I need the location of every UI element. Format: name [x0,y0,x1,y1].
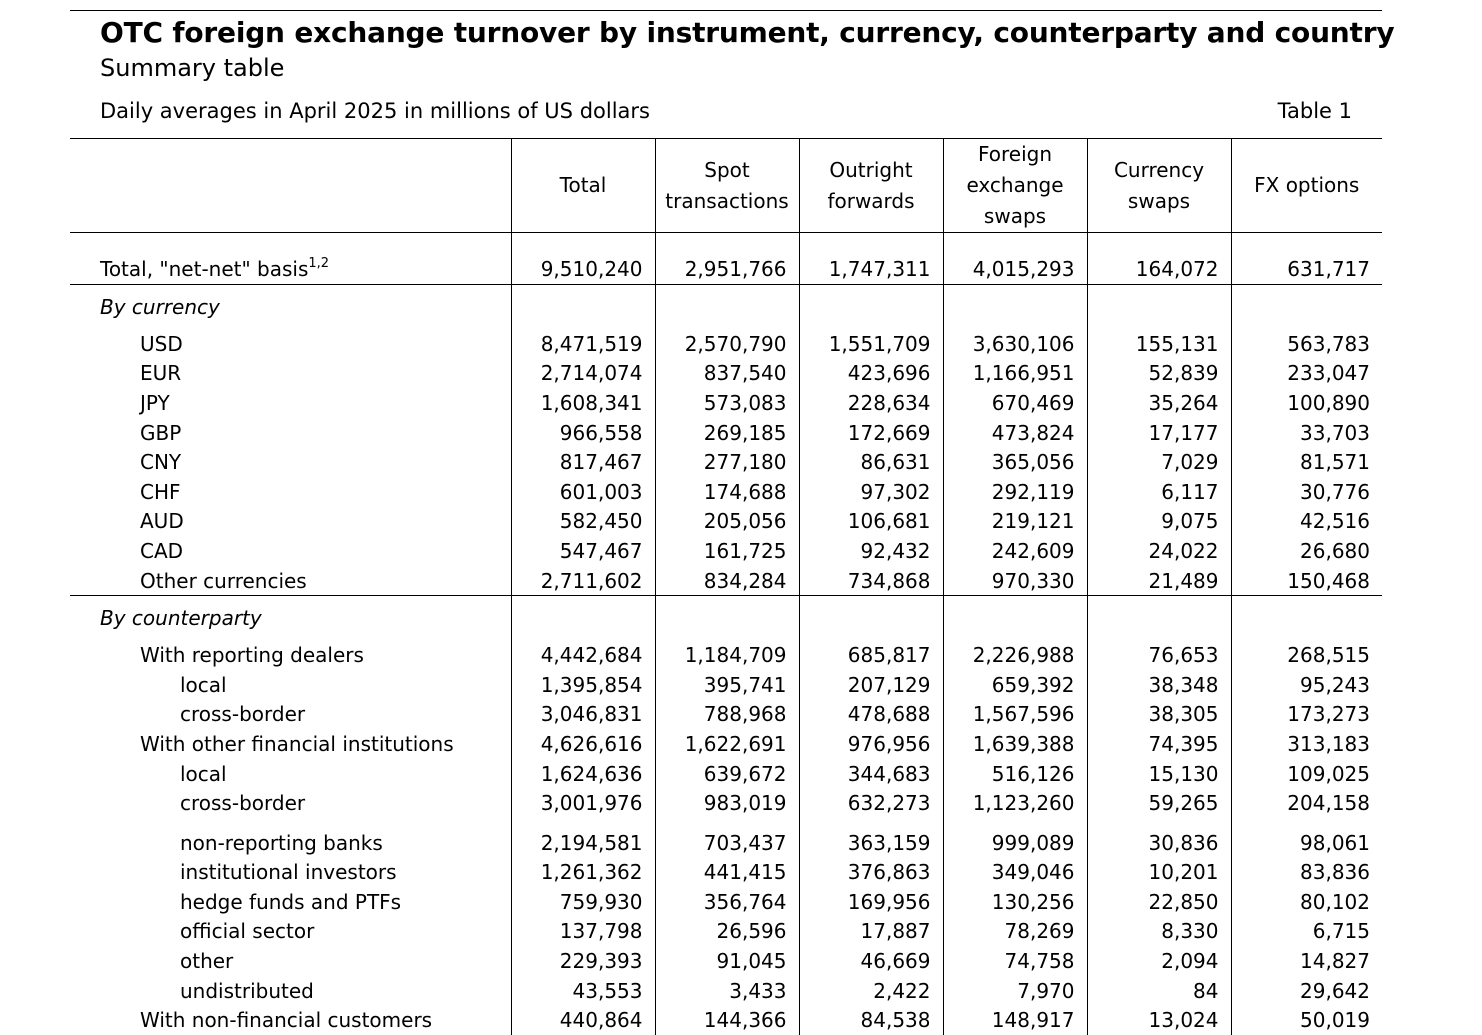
cell-value: 81,571 [1231,447,1382,477]
cell-value: 100,890 [1231,388,1382,418]
cell-value: 17,887 [799,917,943,947]
cell-value: 1,166,951 [943,359,1087,389]
total-row [70,233,1382,285]
table-row [70,670,1382,700]
row-label: USD [70,329,511,359]
table-row [70,729,1382,759]
cell-value: 22,850 [1087,887,1231,917]
table-row [70,976,1382,1006]
cell-value: 106,681 [799,507,943,537]
column-header [1231,139,1382,233]
table-row [70,329,1382,359]
row-label: With other financial institutions [70,729,511,759]
cell-value: 24,022 [1087,536,1231,566]
empty-cell [655,596,799,641]
empty-cell [799,285,943,330]
spacer-cell [1231,818,1382,828]
empty-cell [511,285,655,330]
row-label: cross-border [70,700,511,730]
cell-value: 1,184,709 [655,640,799,670]
empty-cell [1087,596,1231,641]
cell-value: 376,863 [799,858,943,888]
empty-cell [943,596,1087,641]
cell-value: 13,024 [1087,1005,1231,1035]
cell-value: 164,072 [1087,233,1231,285]
header-stub [70,139,511,233]
cell-value: 344,683 [799,759,943,789]
cell-value: 1,622,691 [655,729,799,759]
cell-value: 1,608,341 [511,388,655,418]
cell-value: 6,117 [1087,477,1231,507]
cell-value: 834,284 [655,566,799,596]
row-label: AUD [70,507,511,537]
cell-value: 228,634 [799,388,943,418]
cell-value: 161,725 [655,536,799,566]
cell-value: 52,839 [1087,359,1231,389]
cell-value: 2,570,790 [655,329,799,359]
cell-value: 9,510,240 [511,233,655,285]
page-title: OTC foreign exchange turnover by instrument, currency, counterparty and country [100,16,1394,49]
cell-value: 639,672 [655,759,799,789]
row-label: CAD [70,536,511,566]
cell-value: 7,029 [1087,447,1231,477]
section-heading: By currency [70,285,511,330]
cell-value: 2,714,074 [511,359,655,389]
cell-value: 4,015,293 [943,233,1087,285]
cell-value: 95,243 [1231,670,1382,700]
cell-value: 169,956 [799,887,943,917]
cell-value: 659,392 [943,670,1087,700]
cell-value: 1,395,854 [511,670,655,700]
cell-value: 15,130 [1087,759,1231,789]
table-row [70,447,1382,477]
cell-value: 150,468 [1231,566,1382,596]
row-label: CNY [70,447,511,477]
cell-value: 46,669 [799,946,943,976]
column-header-text: Spot [704,158,749,182]
cell-value: 29,642 [1231,976,1382,1006]
cell-value: 3,433 [655,976,799,1006]
cell-value: 1,551,709 [799,329,943,359]
cell-value: 38,348 [1087,670,1231,700]
cell-value: 4,442,684 [511,640,655,670]
cell-value: 78,269 [943,917,1087,947]
table-row [70,700,1382,730]
cell-value: 516,126 [943,759,1087,789]
row-label: local [70,759,511,789]
cell-value: 8,471,519 [511,329,655,359]
row-label: EUR [70,359,511,389]
cell-value: 1,747,311 [799,233,943,285]
cell-value: 632,273 [799,788,943,818]
row-label: cross-border [70,788,511,818]
cell-value: 38,305 [1087,700,1231,730]
table-row [70,359,1382,389]
empty-cell [1231,285,1382,330]
cell-value: 2,094 [1087,946,1231,976]
cell-value: 6,715 [1231,917,1382,947]
column-header-text: exchange [966,173,1063,197]
cell-value: 83,836 [1231,858,1382,888]
cell-value: 970,330 [943,566,1087,596]
cell-value: 174,688 [655,477,799,507]
row-label: Other currencies [70,566,511,596]
column-header-text: Currency [1114,158,1204,182]
cell-value: 703,437 [655,828,799,858]
empty-cell [511,596,655,641]
column-header-text: Outright [829,158,912,182]
top-rule [70,10,1382,11]
column-header-text: FX options [1254,173,1359,197]
cell-value: 91,045 [655,946,799,976]
table-row [70,828,1382,858]
cell-value: 292,119 [943,477,1087,507]
fx-turnover-table [70,138,1382,1035]
cell-value: 817,467 [511,447,655,477]
cell-value: 1,261,362 [511,858,655,888]
units-note: Daily averages in April 2025 in millions of US dollars [100,99,650,123]
row-label: official sector [70,917,511,947]
cell-value: 3,046,831 [511,700,655,730]
column-header [1087,139,1231,233]
cell-value: 172,669 [799,418,943,448]
row-label: CHF [70,477,511,507]
spacer-cell [943,818,1087,828]
header-row [70,139,1382,233]
spacer-cell [70,818,511,828]
table-row [70,566,1382,596]
column-header-text: Total [560,173,607,197]
cell-value: 3,630,106 [943,329,1087,359]
cell-value: 2,194,581 [511,828,655,858]
column-header-text: forwards [827,189,914,213]
column-header [655,139,799,233]
cell-value: 59,265 [1087,788,1231,818]
cell-value: 685,817 [799,640,943,670]
cell-value: 205,056 [655,507,799,537]
footnote-ref: 1,2 [308,256,329,271]
cell-value: 8,330 [1087,917,1231,947]
row-label: other [70,946,511,976]
spacer-cell [799,818,943,828]
cell-value: 601,003 [511,477,655,507]
cell-value: 173,273 [1231,700,1382,730]
spacer-cell [511,818,655,828]
cell-value: 21,489 [1087,566,1231,596]
row-label-text: Total, "net-net" basis [100,257,308,281]
cell-value: 155,131 [1087,329,1231,359]
cell-value: 43,553 [511,976,655,1006]
table-row [70,917,1382,947]
column-header [943,139,1087,233]
column-header [511,139,655,233]
empty-cell [1231,596,1382,641]
cell-value: 363,159 [799,828,943,858]
cell-value: 229,393 [511,946,655,976]
cell-value: 35,264 [1087,388,1231,418]
cell-value: 365,056 [943,447,1087,477]
cell-value: 837,540 [655,359,799,389]
column-header-text: swaps [984,204,1046,228]
cell-value: 219,121 [943,507,1087,537]
cell-value: 86,631 [799,447,943,477]
cell-value: 788,968 [655,700,799,730]
row-label: GBP [70,418,511,448]
cell-value: 148,917 [943,1005,1087,1035]
cell-value: 473,824 [943,418,1087,448]
table-row [70,887,1382,917]
cell-value: 547,467 [511,536,655,566]
cell-value: 10,201 [1087,858,1231,888]
cell-value: 356,764 [655,887,799,917]
empty-cell [943,285,1087,330]
cell-value: 207,129 [799,670,943,700]
table-label: Table 1 [1278,99,1352,123]
cell-value: 423,696 [799,359,943,389]
cell-value: 268,515 [1231,640,1382,670]
cell-value: 7,970 [943,976,1087,1006]
cell-value: 277,180 [655,447,799,477]
section-heading-row [70,285,1382,330]
table-row [70,788,1382,818]
cell-value: 1,624,636 [511,759,655,789]
cell-value: 759,930 [511,887,655,917]
cell-value: 478,688 [799,700,943,730]
cell-value: 440,864 [511,1005,655,1035]
row-label [70,233,511,285]
row-label: JPY [70,388,511,418]
row-label: undistributed [70,976,511,1006]
cell-value: 1,567,596 [943,700,1087,730]
cell-value: 269,185 [655,418,799,448]
table-body [70,139,1382,1035]
column-header-text: transactions [665,189,788,213]
cell-value: 313,183 [1231,729,1382,759]
table-row [70,507,1382,537]
cell-value: 983,019 [655,788,799,818]
cell-value: 84 [1087,976,1231,1006]
cell-value: 976,956 [799,729,943,759]
cell-value: 1,639,388 [943,729,1087,759]
cell-value: 33,703 [1231,418,1382,448]
cell-value: 204,158 [1231,788,1382,818]
cell-value: 42,516 [1231,507,1382,537]
cell-value: 631,717 [1231,233,1382,285]
cell-value: 137,798 [511,917,655,947]
cell-value: 92,432 [799,536,943,566]
cell-value: 441,415 [655,858,799,888]
cell-value: 2,951,766 [655,233,799,285]
cell-value: 97,302 [799,477,943,507]
cell-value: 74,395 [1087,729,1231,759]
cell-value: 4,626,616 [511,729,655,759]
cell-value: 84,538 [799,1005,943,1035]
row-label: hedge funds and PTFs [70,887,511,917]
cell-value: 26,596 [655,917,799,947]
table-row [70,759,1382,789]
table-row [70,858,1382,888]
cell-value: 573,083 [655,388,799,418]
cell-value: 9,075 [1087,507,1231,537]
empty-cell [799,596,943,641]
cell-value: 670,469 [943,388,1087,418]
table-row [70,388,1382,418]
cell-value: 2,422 [799,976,943,1006]
cell-value: 2,226,988 [943,640,1087,670]
spacer-row [70,818,1382,828]
table-row [70,640,1382,670]
cell-value: 26,680 [1231,536,1382,566]
cell-value: 582,450 [511,507,655,537]
column-header-text: swaps [1128,189,1190,213]
cell-value: 50,019 [1231,1005,1382,1035]
cell-value: 999,089 [943,828,1087,858]
row-label: With reporting dealers [70,640,511,670]
column-header [799,139,943,233]
empty-cell [1087,285,1231,330]
cell-value: 109,025 [1231,759,1382,789]
cell-value: 966,558 [511,418,655,448]
column-header-text: Foreign [978,142,1052,166]
cell-value: 17,177 [1087,418,1231,448]
row-label: With non-financial customers [70,1005,511,1035]
table-row [70,418,1382,448]
cell-value: 563,783 [1231,329,1382,359]
cell-value: 395,741 [655,670,799,700]
spacer-cell [655,818,799,828]
cell-value: 2,711,602 [511,566,655,596]
cell-value: 242,609 [943,536,1087,566]
cell-value: 3,001,976 [511,788,655,818]
cell-value: 734,868 [799,566,943,596]
cell-value: 30,836 [1087,828,1231,858]
cell-value: 74,758 [943,946,1087,976]
cell-value: 1,123,260 [943,788,1087,818]
row-label: local [70,670,511,700]
row-label: non-reporting banks [70,828,511,858]
cell-value: 98,061 [1231,828,1382,858]
cell-value: 80,102 [1231,887,1382,917]
cell-value: 30,776 [1231,477,1382,507]
cell-value: 76,653 [1087,640,1231,670]
table-row [70,946,1382,976]
empty-cell [655,285,799,330]
cell-value: 14,827 [1231,946,1382,976]
table-row [70,1005,1382,1035]
page-subtitle: Summary table [100,54,284,82]
cell-value: 130,256 [943,887,1087,917]
cell-value: 144,366 [655,1005,799,1035]
table-row [70,536,1382,566]
section-heading: By counterparty [70,596,511,641]
row-label: institutional investors [70,858,511,888]
cell-value: 233,047 [1231,359,1382,389]
spacer-cell [1087,818,1231,828]
table-row [70,477,1382,507]
cell-value: 349,046 [943,858,1087,888]
section-heading-row [70,596,1382,641]
